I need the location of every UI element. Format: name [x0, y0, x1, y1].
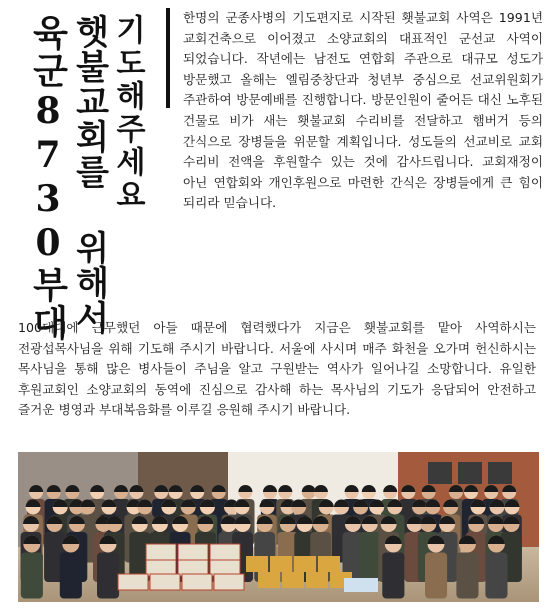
person-body — [382, 553, 404, 599]
vertical-title-pray: 기도해주세요 — [110, 14, 145, 212]
vertical-title-unit: 육군8730부대 — [27, 14, 69, 342]
person-body — [60, 553, 82, 599]
body-paragraph-1: 한명의 군종사병의 기도편지로 시작된 횃불교회 사역은 1991년 교회건축으로 이어졌고 소양교회의 대표적인 군선교 사역이 되었습니다. 작년에는 남전도 연합회 주관으로 대규모 성도가 방문했고 올해는 엘림중창단과 청년부 중심으로 선교위원회가 주관하여 방문예배를 진행합니다. 방문인원이 줄어든 대신 노후된 건물로 비가 새는 횃불교회 수리비를 전달하고 햄버거 등의 간식으로 장병들을 위문할 계획입니다. 성도들의 선교비로 교회 수리비 전액을 후원할수 있는 것에 감사드립니다. 교회재정이 아닌 연합회와 개인후원으로 마련한 간식은 장병들에게 큰 힘이 되리라 믿습니다. — [183, 10, 543, 211]
person-body — [359, 532, 380, 582]
body-paragraph-2: 100대대에 근무했던 아들 때문에 협력했다가 지금은 횃불교회를 맡아 사역하시는 전광섭목사님을 위해 기도해 주시기 바랍니다. 서울에 사시며 매주 화천을 오가며 헌신하시는 목사님을 통해 많은 병사들이 주님을 알고 구원받는 역사가 일어나길 소망합니다. 유일한 후원교회인 소양교회의 동역에 진심으로 감사해 하는 목사님의 기도가 응답되어 안전하고 즐거운 병영과 부대복음화를 이루길 응원해 주시기 바랍니다. — [18, 320, 536, 418]
person-body — [456, 553, 478, 599]
person-body — [21, 553, 43, 599]
title-divider — [166, 8, 170, 108]
group-photo-illustration — [18, 452, 539, 602]
vertical-title-church: 햇불교회를 위해서 — [69, 14, 109, 335]
group-photo — [18, 452, 539, 602]
person-body — [97, 553, 119, 599]
person-body — [485, 553, 507, 599]
person-body — [425, 553, 447, 599]
